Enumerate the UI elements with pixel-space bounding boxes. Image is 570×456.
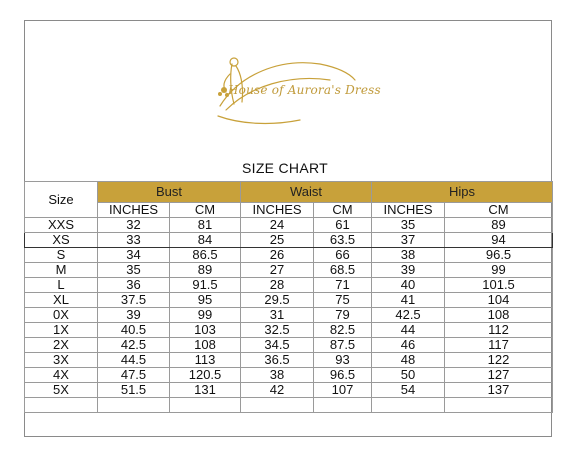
value-cell: 71	[314, 278, 372, 293]
value-cell: 27	[241, 263, 314, 278]
value-cell: 103	[170, 323, 241, 338]
value-cell: 75	[314, 293, 372, 308]
page-title: SIZE CHART	[242, 160, 328, 176]
value-cell: 86.5	[170, 248, 241, 263]
value-cell: 66	[314, 248, 372, 263]
unit-header: INCHES	[241, 203, 314, 218]
value-cell: 36	[98, 278, 170, 293]
value-cell: 51.5	[98, 383, 170, 398]
value-cell: 36.5	[241, 353, 314, 368]
value-cell: 61	[314, 218, 372, 233]
unit-header: INCHES	[372, 203, 445, 218]
table-row	[25, 338, 553, 353]
table-row	[25, 248, 553, 263]
value-cell: 113	[170, 353, 241, 368]
value-cell: 44.5	[98, 353, 170, 368]
size-cell: S	[25, 248, 98, 263]
empty-cell	[98, 398, 170, 413]
size-cell: XS	[25, 233, 98, 248]
value-cell: 40	[372, 278, 445, 293]
value-cell: 31	[241, 308, 314, 323]
size-cell: 0X	[25, 308, 98, 323]
table-row	[25, 368, 553, 383]
table-row	[25, 263, 553, 278]
value-cell: 35	[98, 263, 170, 278]
size-cell: XL	[25, 293, 98, 308]
table-row	[25, 323, 553, 338]
value-cell: 82.5	[314, 323, 372, 338]
table-row	[25, 308, 553, 323]
value-cell: 96.5	[314, 368, 372, 383]
empty-cell	[372, 398, 445, 413]
value-cell: 84	[170, 233, 241, 248]
value-cell: 63.5	[314, 233, 372, 248]
value-cell: 81	[170, 218, 241, 233]
bust-header: Bust	[98, 182, 241, 203]
value-cell: 38	[372, 248, 445, 263]
value-cell: 131	[170, 383, 241, 398]
size-chart-table	[24, 181, 553, 413]
table-row	[25, 383, 553, 398]
table-row	[25, 233, 553, 248]
table-row	[25, 218, 553, 233]
value-cell: 112	[445, 323, 553, 338]
value-cell: 34.5	[241, 338, 314, 353]
value-cell: 108	[170, 338, 241, 353]
waist-header: Waist	[241, 182, 372, 203]
value-cell: 122	[445, 353, 553, 368]
value-cell: 39	[98, 308, 170, 323]
value-cell: 34	[98, 248, 170, 263]
value-cell: 29.5	[241, 293, 314, 308]
value-cell: 32.5	[241, 323, 314, 338]
value-cell: 94	[445, 233, 553, 248]
value-cell: 120.5	[170, 368, 241, 383]
value-cell: 127	[445, 368, 553, 383]
size-cell: 4X	[25, 368, 98, 383]
value-cell: 93	[314, 353, 372, 368]
value-cell: 37.5	[98, 293, 170, 308]
hips-header: Hips	[372, 182, 553, 203]
value-cell: 89	[445, 218, 553, 233]
value-cell: 91.5	[170, 278, 241, 293]
value-cell: 35	[372, 218, 445, 233]
size-cell: 2X	[25, 338, 98, 353]
value-cell: 54	[372, 383, 445, 398]
size-header: Size	[25, 182, 98, 218]
size-cell: XXS	[25, 218, 98, 233]
value-cell: 95	[170, 293, 241, 308]
value-cell: 99	[170, 308, 241, 323]
empty-cell	[241, 398, 314, 413]
value-cell: 41	[372, 293, 445, 308]
value-cell: 99	[445, 263, 553, 278]
size-cell: 1X	[25, 323, 98, 338]
value-cell: 47.5	[98, 368, 170, 383]
table-row	[25, 353, 553, 368]
unit-header: CM	[314, 203, 372, 218]
value-cell: 96.5	[445, 248, 553, 263]
value-cell: 68.5	[314, 263, 372, 278]
value-cell: 108	[445, 308, 553, 323]
value-cell: 137	[445, 383, 553, 398]
table-body	[25, 218, 553, 398]
value-cell: 89	[170, 263, 241, 278]
value-cell: 33	[98, 233, 170, 248]
value-cell: 24	[241, 218, 314, 233]
empty-cell	[314, 398, 372, 413]
value-cell: 28	[241, 278, 314, 293]
value-cell: 104	[445, 293, 553, 308]
empty-cell	[445, 398, 553, 413]
value-cell: 48	[372, 353, 445, 368]
unit-header: INCHES	[98, 203, 170, 218]
size-cell: 5X	[25, 383, 98, 398]
value-cell: 87.5	[314, 338, 372, 353]
value-cell: 44	[372, 323, 445, 338]
size-cell: L	[25, 278, 98, 293]
value-cell: 42	[241, 383, 314, 398]
unit-header: CM	[170, 203, 241, 218]
empty-cell	[25, 398, 98, 413]
value-cell: 39	[372, 263, 445, 278]
table-row	[25, 278, 553, 293]
value-cell: 32	[98, 218, 170, 233]
value-cell: 37	[372, 233, 445, 248]
table-row	[25, 293, 553, 308]
value-cell: 107	[314, 383, 372, 398]
value-cell: 38	[241, 368, 314, 383]
unit-header: CM	[445, 203, 553, 218]
value-cell: 79	[314, 308, 372, 323]
empty-cell	[170, 398, 241, 413]
size-cell: M	[25, 263, 98, 278]
size-cell: 3X	[25, 353, 98, 368]
value-cell: 101.5	[445, 278, 553, 293]
value-cell: 42.5	[372, 308, 445, 323]
value-cell: 42.5	[98, 338, 170, 353]
value-cell: 46	[372, 338, 445, 353]
value-cell: 26	[241, 248, 314, 263]
brand-name: House of Aurora's Dress	[228, 83, 381, 97]
value-cell: 117	[445, 338, 553, 353]
value-cell: 25	[241, 233, 314, 248]
value-cell: 50	[372, 368, 445, 383]
value-cell: 40.5	[98, 323, 170, 338]
